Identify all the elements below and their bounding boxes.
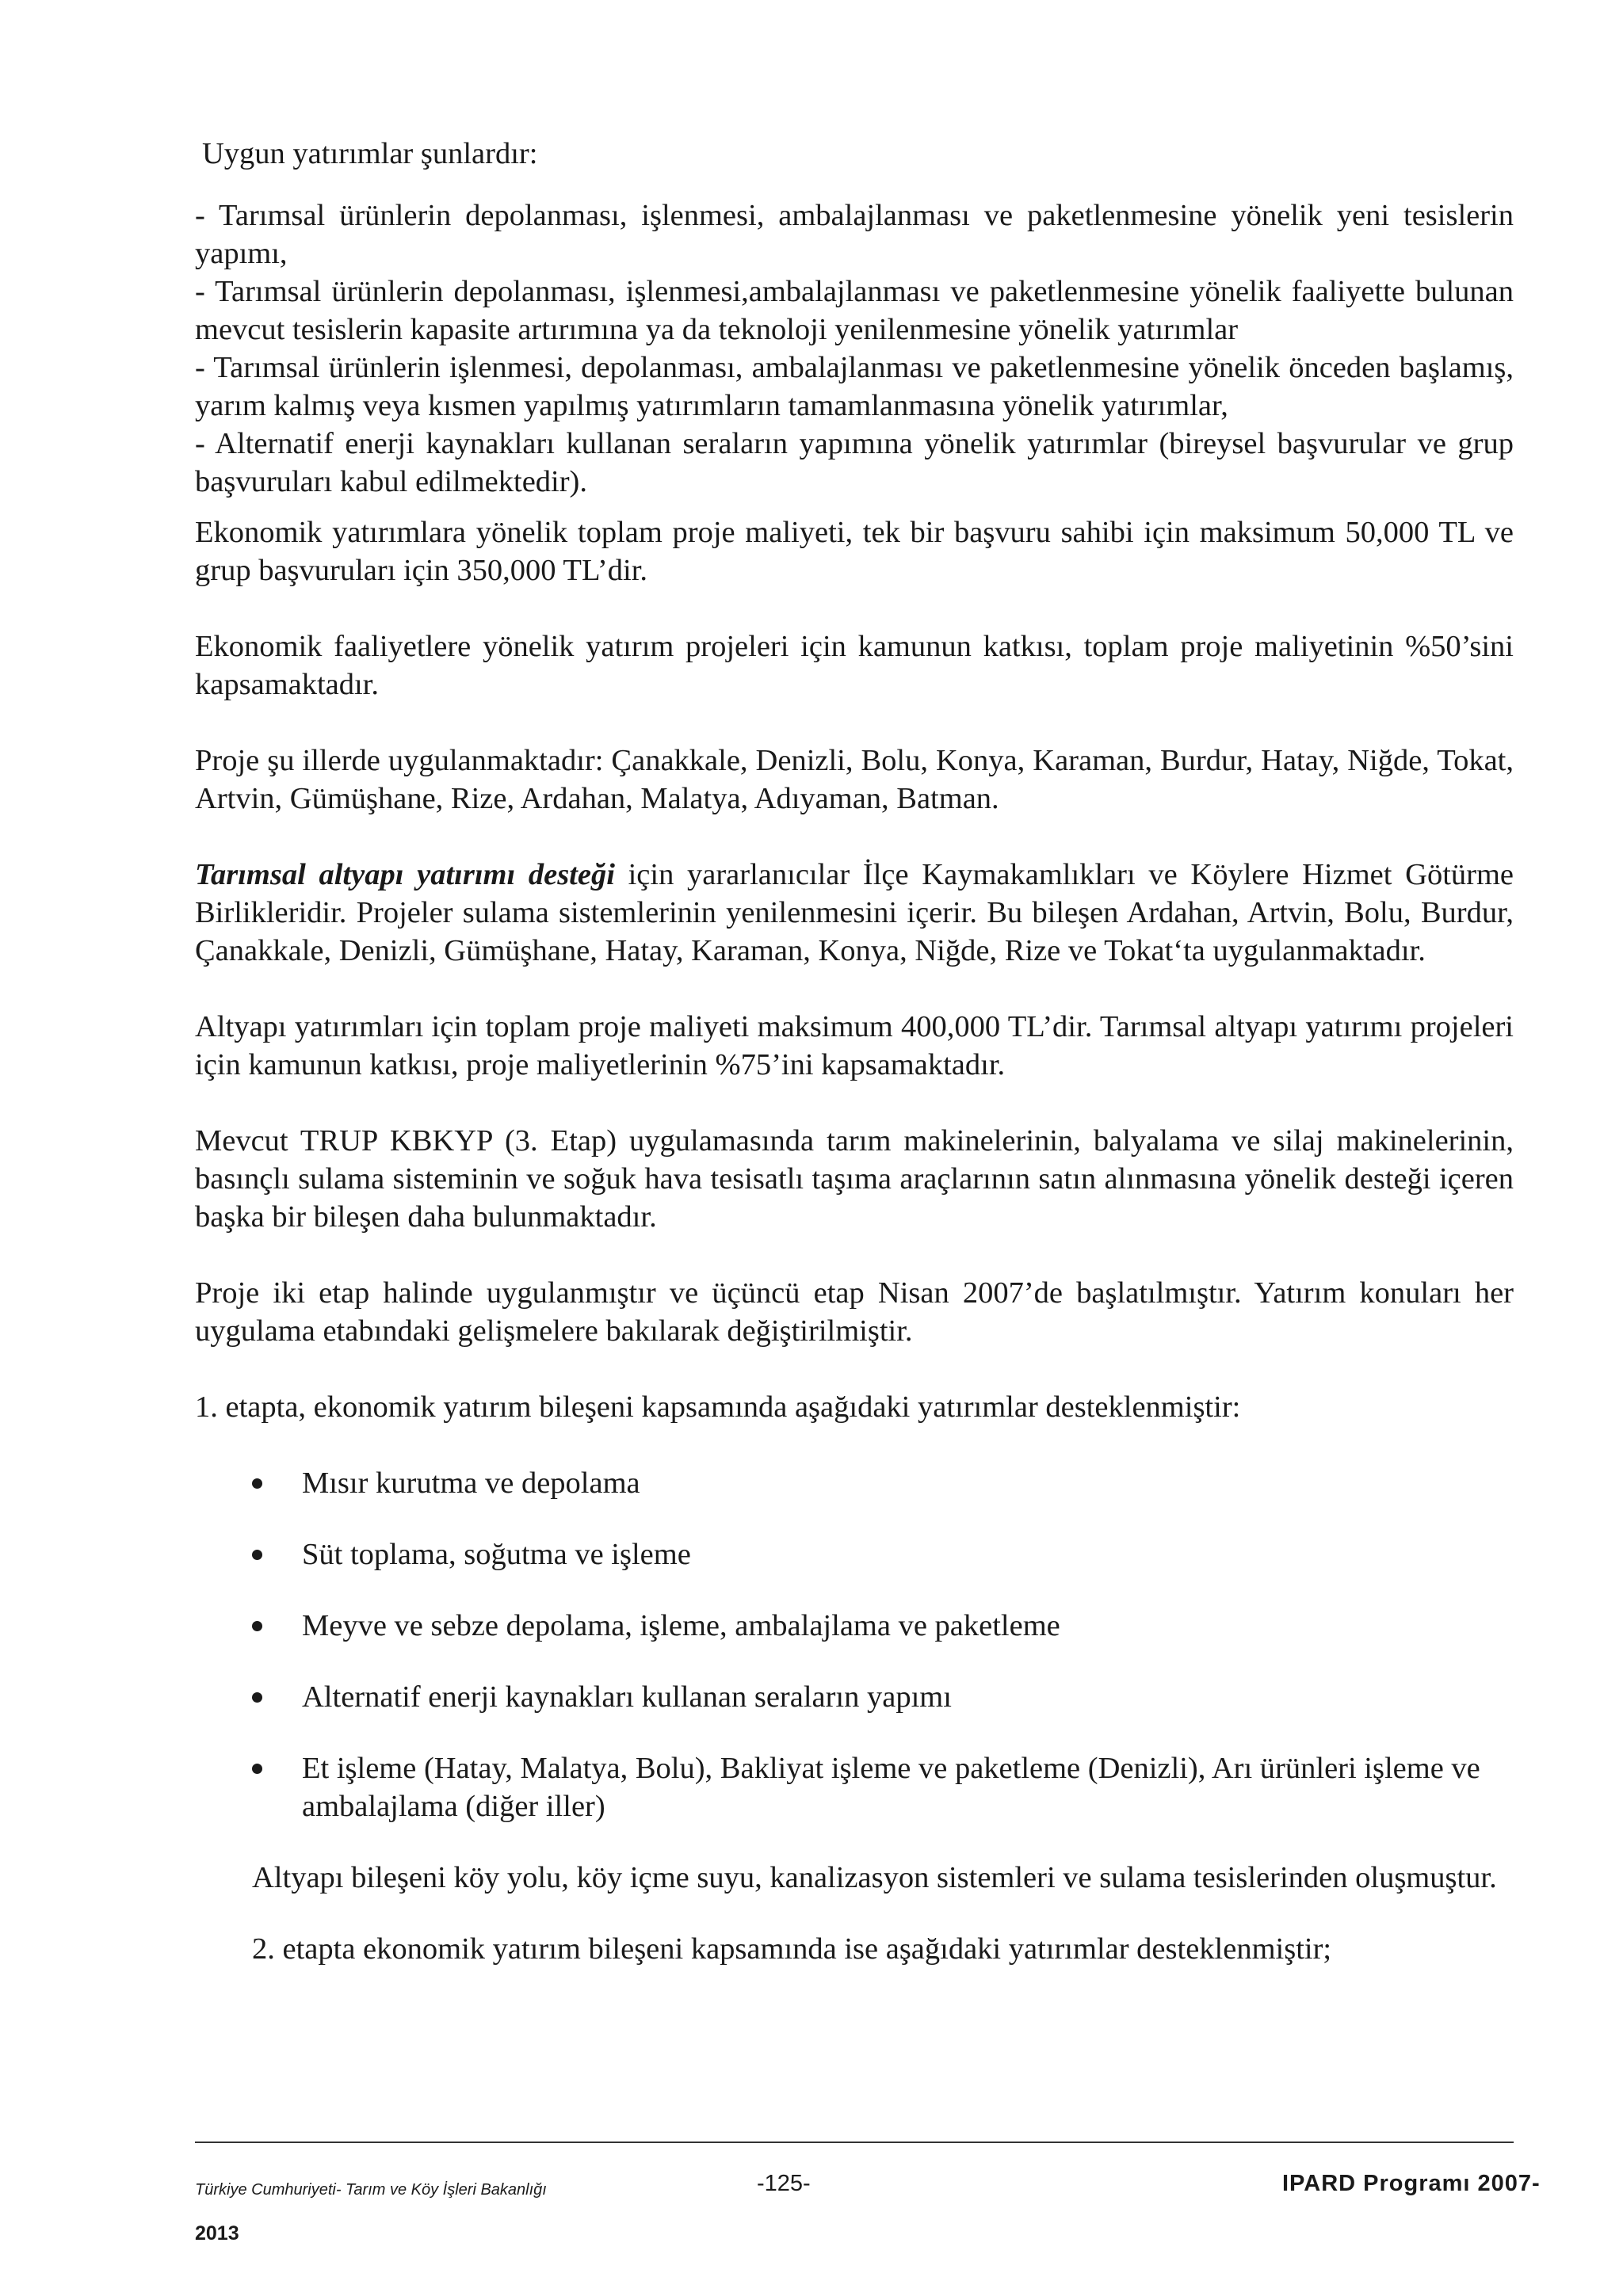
bullet-dot-icon bbox=[252, 1621, 262, 1631]
paragraph-phase-1-intro: 1. etapta, ekonomik yatırım bileşeni kapsamında aşağıdaki yatırımlar desteklenmiştir: bbox=[195, 1390, 1241, 1424]
paragraph-provinces: Proje şu illerde uygulanmaktadır: Çanakkale, Denizli, Bolu, Konya, Karaman, Burdur, Hatay, Niğde, Tokat, Artvin, Gümüşhane, Rize, Ardahan, Malatya, Adıyaman, Batman. bbox=[195, 744, 1514, 815]
investment-item: - Tarımsal ürünlerin depolanması, işlenmesi, ambalajlanması ve paketlenmesine yönelik yeni tesislerin yapımı, bbox=[195, 199, 1514, 270]
paragraph-project-phases: Proje iki etap halinde uygulanmıştır ve üçüncü etap Nisan 2007’de başlatılmıştır. Yatırım konuları her uygulama etabındaki gelişmelere bakılarak değiştirilmiştir. bbox=[195, 1276, 1514, 1348]
investment-item: - Alternatif enerji kaynakları kullanan seraların yapımına yönelik yatırımlar (bireysel başvurular ve grup başvuruları kabul edilmektedir). bbox=[195, 427, 1514, 498]
investments-list bbox=[195, 196, 1514, 501]
infrastructure-support-emphasis: Tarımsal altyapı yatırımı desteği bbox=[195, 858, 615, 891]
bullet-text: Et işleme (Hatay, Malatya, Bolu), Bakliyat işleme ve paketleme (Denizli), Arı ürünleri işleme ve ambalajlama (diğer iller) bbox=[302, 1752, 1480, 1823]
paragraph-infrastructure-cost: Altyapı yatırımları için toplam proje maliyeti maksimum 400,000 TL’dir. Tarımsal altyapı yatırımı projeleri için kamunun katkısı, proje maliyetlerinin %75’ini kapsamaktadır. bbox=[195, 1010, 1514, 1081]
investment-item: - Tarımsal ürünlerin depolanması, işlenmesi,ambalajlanması ve paketlenmesine yönelik faaliyette bulunan mevcut tesislerin kapasite artırımına ya da teknoloji yenilenmesine yönelik yatırımlar bbox=[195, 275, 1514, 346]
bullet-item bbox=[195, 1464, 1514, 1502]
bullet-item bbox=[195, 1607, 1514, 1645]
bullet-text: Alternatif enerji kaynakları kullanan seraların yapımı bbox=[302, 1680, 952, 1714]
bullet-text: Mısır kurutma ve depolama bbox=[302, 1466, 640, 1500]
bullet-text: Meyve ve sebze depolama, işleme, ambalajlama ve paketleme bbox=[302, 1609, 1060, 1642]
footer-ministry: Türkiye Cumhuriyeti- Tarım ve Köy İşleri Bakanlığı bbox=[195, 2181, 547, 2199]
bullet-dot-icon bbox=[252, 1692, 262, 1703]
paragraph-infrastructure-support bbox=[195, 856, 1514, 970]
bullet-item bbox=[195, 1535, 1514, 1573]
bullet-text: Süt toplama, soğutma ve işleme bbox=[302, 1538, 691, 1571]
paragraph-cost-limits: Ekonomik yatırımlara yönelik toplam proje maliyeti, tek bir başvuru sahibi için maksimum 50,000 TL ve grup başvuruları için 350,000 TL’dir. bbox=[195, 516, 1514, 587]
investment-item: - Tarımsal ürünlerin işlenmesi, depolanması, ambalajlanması ve paketlenmesine yönelik önceden başlamış, yarım kalmış veya kısmen yapılmış yatırımların tamamlanmasına yönelik yatırımlar, bbox=[195, 351, 1514, 422]
paragraph-infrastructure-component: Altyapı bileşeni köy yolu, köy içme suyu, kanalizasyon sistemleri ve sulama tesislerinden oluşmuştur. bbox=[252, 1861, 1497, 1894]
footer-divider bbox=[195, 2142, 1514, 2143]
paragraph-phase-2-intro: 2. etapta ekonomik yatırım bileşeni kapsamında ise aşağıdaki yatırımlar desteklenmiştir; bbox=[252, 1932, 1332, 1966]
paragraph-trup-kbkyp: Mevcut TRUP KBKYP (3. Etap) uygulamasında tarım makinelerinin, balyalama ve silaj makinelerinin, basınçlı sulama sisteminin ve soğuk hava tesisatlı taşıma araçlarının satın alınmasına yönelik desteği içeren başka bir bileşen daha bulunmaktadır. bbox=[195, 1124, 1514, 1234]
bullet-item bbox=[195, 1749, 1514, 1825]
bullet-item bbox=[195, 1678, 1514, 1716]
paragraph-public-contribution: Ekonomik faaliyetlere yönelik yatırım projeleri için kamunun katkısı, toplam proje maliyetinin %50’sini kapsamaktadır. bbox=[195, 630, 1514, 701]
intro-line: Uygun yatırımlar şunlardır: bbox=[202, 137, 538, 170]
footer-year: 2013 bbox=[195, 2222, 239, 2245]
infrastructure-support-text: için yararlanıcılar İlçe Kaymakamlıkları ve Köylere Hizmet Götürme Birlikleridir. Projeler sulama sistemlerinin yenilenmesini içerir. Bu bileşen Ardahan, Artvin, Bolu, Burdur, Çanakkale, Denizli, Gümüşhane, Hatay, Karaman, Konya, Niğde, Rize ve Tokat‘ta uygulanmaktadır. bbox=[195, 858, 1514, 967]
footer-program: IPARD Programı 2007- bbox=[1282, 2171, 1541, 2196]
bullet-dot-icon bbox=[252, 1764, 262, 1774]
body-text bbox=[195, 513, 1514, 1968]
bullet-dot-icon bbox=[252, 1478, 262, 1489]
footer-page-number: -125- bbox=[757, 2171, 811, 2196]
bullet-dot-icon bbox=[252, 1550, 262, 1560]
phase-1-bullet-list bbox=[195, 1464, 1514, 1825]
